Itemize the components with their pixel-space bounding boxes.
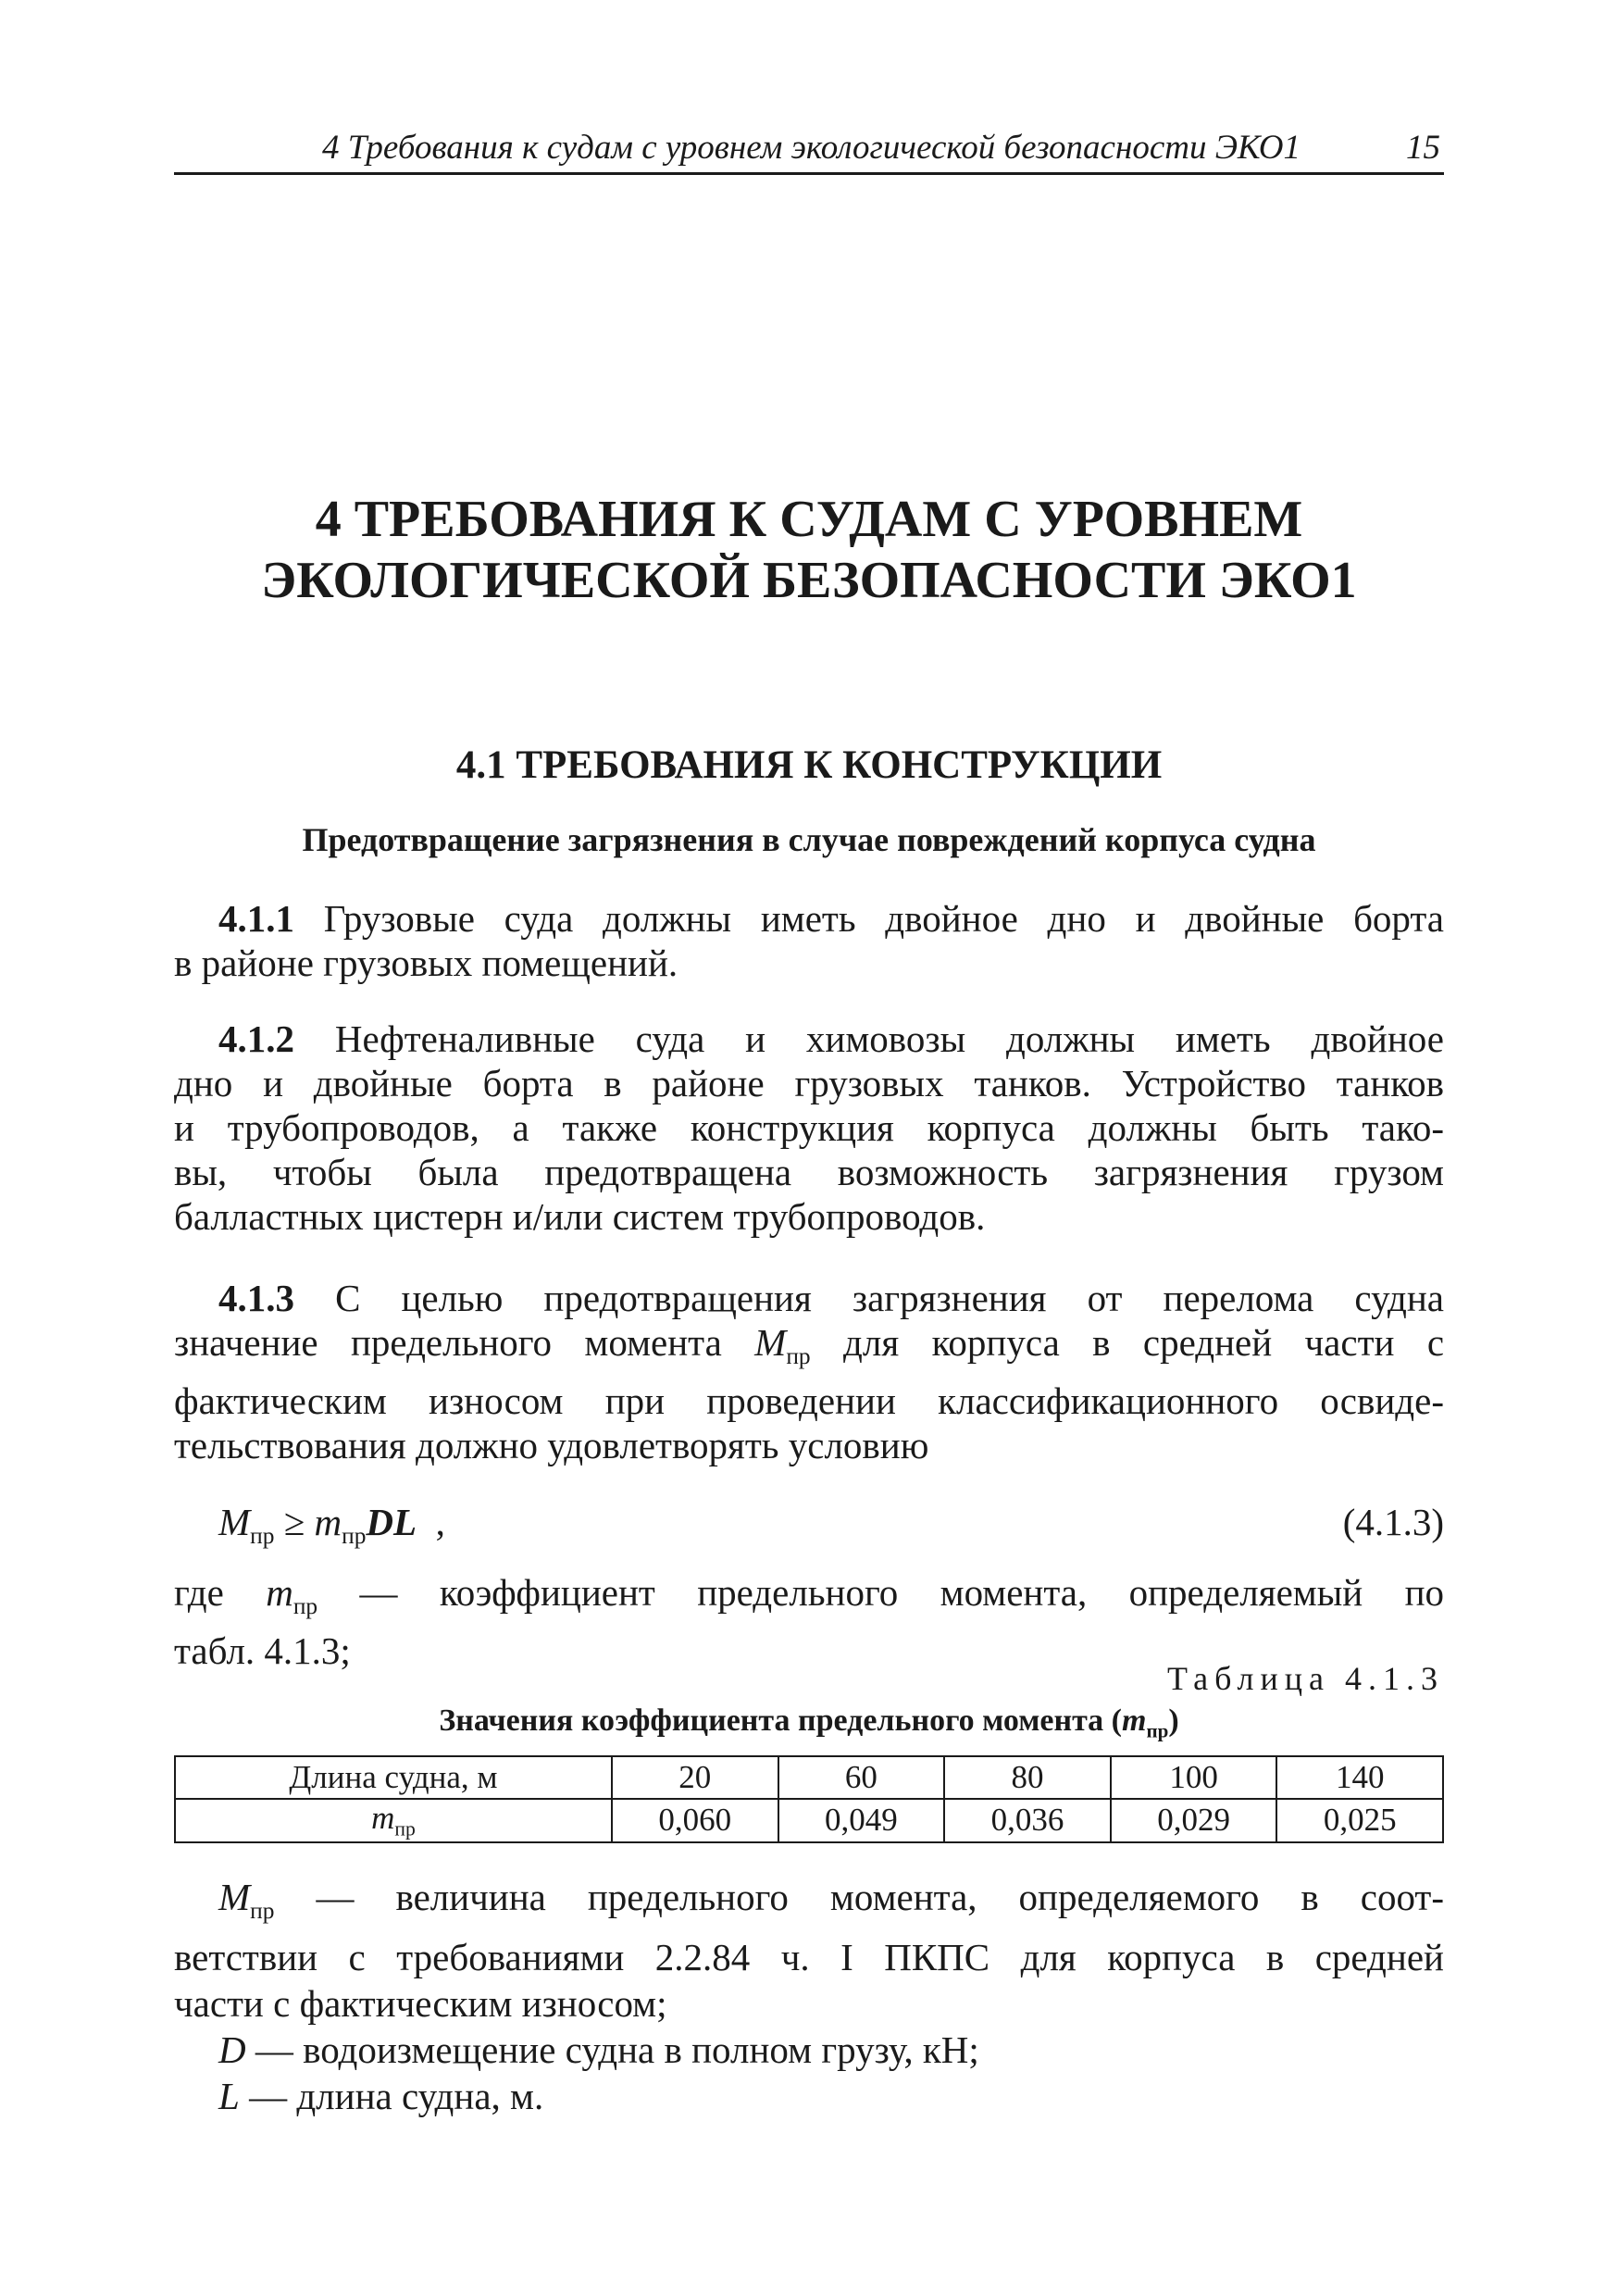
page-number: 15 <box>1406 129 1440 167</box>
caption-text: ) <box>1168 1703 1179 1738</box>
section-title: 4.1 ТРЕБОВАНИЯ К КОНСТРУКЦИИ <box>455 743 1163 787</box>
definition-D <box>174 2027 1444 2073</box>
subscript-pr: пр <box>292 1592 318 1619</box>
symbol-D: D <box>218 2028 246 2071</box>
table-cell: 100 <box>1111 1756 1277 1799</box>
table-caption-number: Таблица 4.1.3 <box>1167 1660 1444 1697</box>
definition-line: ветствии с требованиями 2.2.84 ч. I ПКПС для корпуса в средней <box>174 1935 1444 1978</box>
subscript-pr: пр <box>394 1817 416 1841</box>
table-cell: 140 <box>1276 1756 1443 1799</box>
where-clause <box>174 1570 1444 1673</box>
symbol-M: M <box>218 1501 251 1543</box>
table-cell: 0,025 <box>1276 1799 1443 1842</box>
paragraph-line <box>174 1320 1444 1379</box>
paragraph-4-1-1 <box>174 896 1444 985</box>
paragraph-line: вы, чтобы была предотвращена возможность загрязнения грузом <box>174 1151 1444 1193</box>
symbol-m: m <box>266 1571 293 1614</box>
paragraph-4-1-3 <box>174 1276 1444 1467</box>
definition-text: — величина предельного момента, определяемого в соот- <box>316 1876 1445 1918</box>
document-page <box>174 0 1444 2296</box>
formula-number: (4.1.3) <box>1342 1501 1444 1543</box>
table-cell: 0,049 <box>778 1799 945 1842</box>
paragraph-text: где <box>174 1571 224 1614</box>
paragraph-line <box>174 1017 1444 1061</box>
symbol-m: m <box>314 1501 342 1543</box>
paragraph-line <box>174 1570 1444 1628</box>
formula-4-1-3 <box>218 1500 1444 1555</box>
paragraph-number: 4.1.2 <box>218 1017 294 1060</box>
table-cell: 0,060 <box>612 1799 778 1842</box>
table-cell: 60 <box>778 1756 945 1799</box>
paragraph-4-1-2 <box>174 1017 1444 1239</box>
chapter-title <box>174 489 1444 611</box>
table-row <box>175 1756 1443 1799</box>
chapter-title-line-1: 4 ТРЕБОВАНИЯ К СУДАМ С УРОВНЕМ <box>315 491 1303 548</box>
definition-line: части с фактическим износом; <box>174 1981 667 2025</box>
definitions <box>174 1874 1444 2119</box>
symbol-comma: , <box>435 1501 445 1543</box>
chapter-title-line-2: ЭКОЛОГИЧЕСКОЙ БЕЗОПАСНОСТИ ЭКО1 <box>261 552 1357 609</box>
subscript-pr: пр <box>342 1522 367 1549</box>
paragraph-text: Нефтеналивные суда и химовозы должны иметь двойное <box>334 1017 1444 1060</box>
symbol-DL: DL <box>366 1501 417 1543</box>
paragraph-text: для корпуса в средней части с <box>843 1321 1445 1364</box>
coefficient-table <box>174 1755 1444 1843</box>
table-row-header <box>175 1799 612 1842</box>
paragraph-text: С целью предотвращения загрязнения от перелома судна <box>335 1277 1445 1319</box>
paragraph-line: дно и двойные борта в районе грузовых танков. Устройство танков <box>174 1062 1444 1104</box>
table-row-header: Длина судна, м <box>175 1756 612 1799</box>
paragraph-text: — коэффициент предельного момента, определяемый по <box>359 1571 1445 1614</box>
paragraph-line: балластных цистерн и/или систем трубопроводов. <box>174 1195 986 1238</box>
paragraph-text: Грузовые суда должны иметь двойное дно и двойные борта <box>323 897 1444 940</box>
paragraph-line <box>174 896 1444 941</box>
subsection-title: Предотвращение загрязнения в случае повреждений корпуса судна <box>302 821 1316 858</box>
paragraph-text: значение предельного момента <box>174 1321 722 1364</box>
paragraph-number: 4.1.3 <box>218 1277 294 1319</box>
paragraph-line: табл. 4.1.3; <box>174 1628 351 1672</box>
symbol-L: L <box>218 2074 240 2117</box>
paragraph-line: в районе грузовых помещений. <box>174 942 678 984</box>
paragraph-line <box>174 1276 1444 1320</box>
paragraph-line: тельствования должно удовлетворять условию <box>174 1423 929 1466</box>
table-cell: 20 <box>612 1756 778 1799</box>
subscript-pr: пр <box>786 1342 811 1369</box>
table-caption-title <box>174 1703 1444 1742</box>
subscript-pr: пр <box>250 1897 275 1924</box>
definition-text: — длина судна, м. <box>249 2074 544 2117</box>
running-header-title: 4 Требования к судам с уровнем экологической безопасности ЭКО1 <box>322 129 1301 167</box>
symbol-M: M <box>754 1321 787 1364</box>
definition-L <box>174 2073 1444 2119</box>
paragraph-number: 4.1.1 <box>218 897 294 940</box>
subscript-pr: пр <box>1146 1719 1169 1742</box>
running-header <box>174 128 1444 175</box>
symbol-M: M <box>218 1876 251 1918</box>
caption-text: Значения коэффициента предельного момента ( <box>439 1703 1123 1738</box>
definition-line <box>174 1874 1444 1934</box>
subscript-pr: пр <box>250 1522 275 1549</box>
definition-text: — водоизмещение судна в полном грузу, кН; <box>255 2028 979 2071</box>
table-cell: 80 <box>944 1756 1111 1799</box>
paragraph-line: и трубопроводов, а также конструкция корпуса должны быть тако- <box>174 1106 1444 1149</box>
table-row <box>175 1799 1443 1842</box>
paragraph-line: фактическим износом при проведении классификационного освиде- <box>174 1379 1444 1422</box>
table-cell: 0,029 <box>1111 1799 1277 1842</box>
table-cell: 0,036 <box>944 1799 1111 1842</box>
symbol-m: m <box>1122 1703 1147 1738</box>
symbol-ge: ≥ <box>283 1501 305 1543</box>
symbol-m: m <box>371 1800 395 1836</box>
